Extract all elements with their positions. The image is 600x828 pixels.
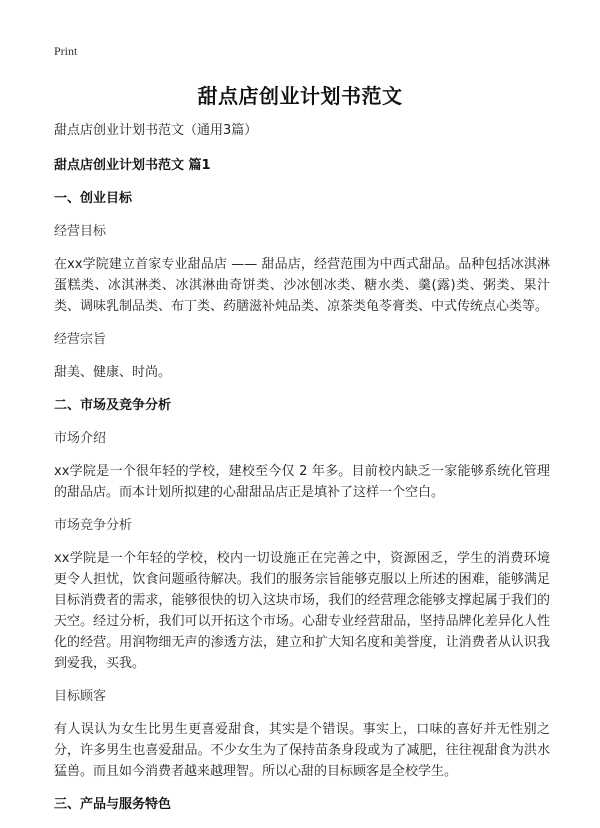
section-heading-market: 二、市场及竞争分析: [54, 398, 172, 413]
subheading-business-purpose: 经营宗旨: [54, 332, 107, 347]
print-link[interactable]: Print: [54, 44, 78, 58]
paragraph-business-purpose: 甜美、健康、时尚。: [54, 365, 172, 380]
section-heading-products: 三、产品与服务特色: [54, 797, 172, 812]
paragraph-competition: xx学院是一个年轻的学校，校内一切设施正在完善之中，资源困乏，学生的消费环境更令人担忧，饮食问题亟待解决。我们的服务宗旨能够克服以上所述的困难，能够满足目标消费者的需求，能够很快的切入这块市场，我们的经营理念能够支撑起属于我们的天空。经过分析，我们可以开拓这个市场。心甜专业经营甜品，坚持品牌化差异化人性化的经营。用润物细无声的渗透方法，建立和扩大知名度和美誉度，让消费者从认识我到爱我，买我。: [54, 551, 550, 671]
paragraph-market-intro: xx学院是一个很年轻的学校，建校至今仅 2 年多。目前校内缺乏一家能够系统化管理的甜品店。而本计划所拟建的心甜甜品店正是填补了这样一个空白。: [54, 464, 550, 500]
subheading-business-goal: 经营目标: [54, 224, 107, 239]
document-body: [54, 120, 550, 827]
paragraph-business-goal: 在xx学院建立首家专业甜品店 —— 甜品店，经营范围为中西式甜品。品种包括冰淇淋蛋糕类、冰淇淋类、冰淇淋曲奇饼类、沙冰刨冰类、糖水类、羹(露)类、粥类、果汁类、调味乳制品类、布丁类、药膳滋补炖品类、凉茶类龟苓膏类、中式传统点心类等。: [54, 257, 550, 314]
page-title: 甜点店创业计划书范文: [197, 84, 403, 108]
subheading-market-intro: 市场介绍: [54, 431, 107, 446]
article-heading: 甜点店创业计划书范文 篇1: [54, 158, 211, 173]
section-heading-goals: 一、创业目标: [54, 191, 133, 206]
subheading-competition: 市场竞争分析: [54, 518, 133, 533]
document-subtitle: 甜点店创业计划书范文（通用3篇）: [54, 123, 258, 138]
subheading-target-customers: 目标顾客: [54, 689, 107, 704]
paragraph-target-customers: 有人误认为女生比男生更喜爱甜食，其实是个错误。事实上，口味的喜好并无性别之分，许多男生也喜爱甜品。不少女生为了保持苗条身段或为了减肥，往往视甜食为洪水猛兽。而且如今消费者越来越理智。所以心甜的目标顾客是全校学生。: [54, 722, 550, 779]
